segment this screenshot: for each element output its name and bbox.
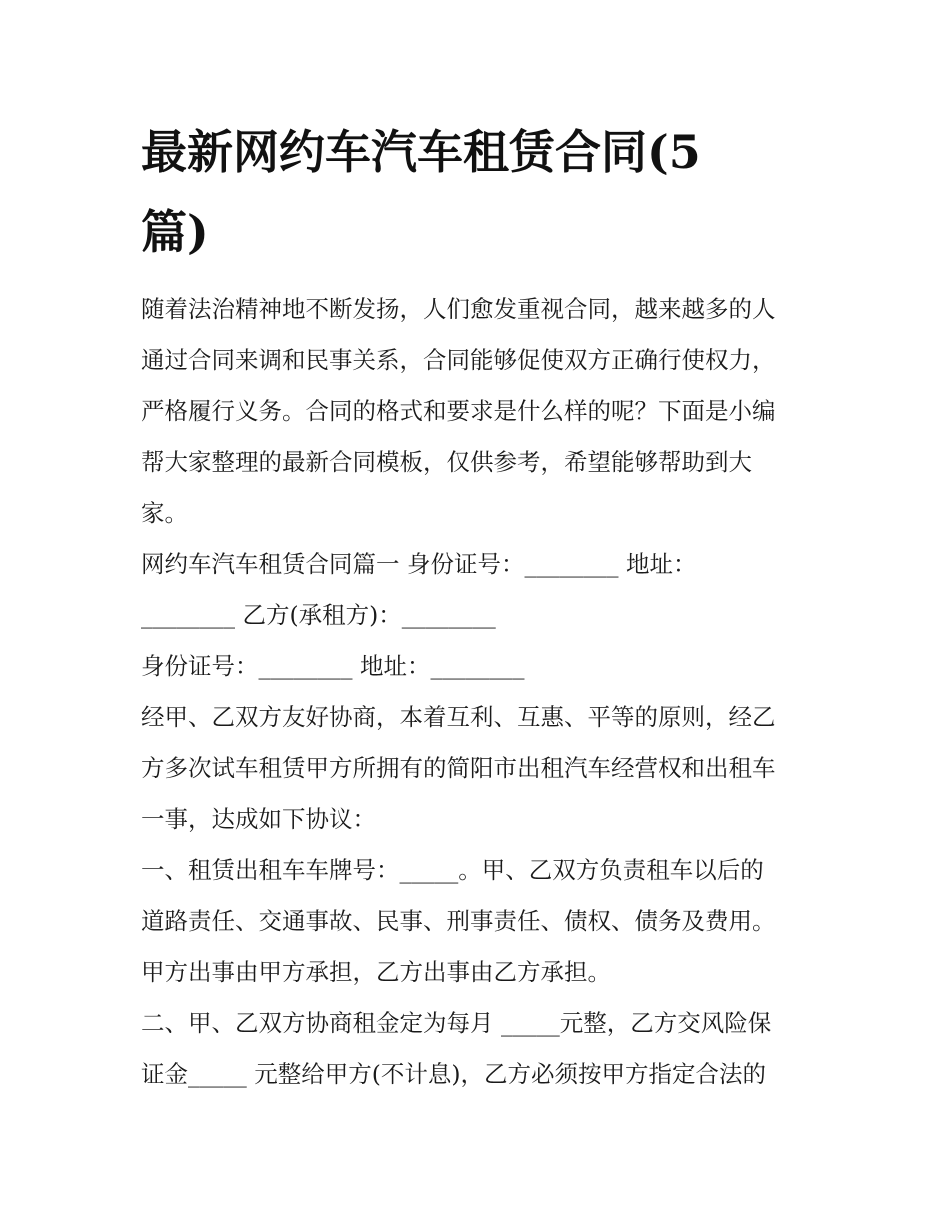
text-line: 经甲、乙双方友好协商，本着互利、互惠、平等的原则，经乙	[141, 703, 776, 731]
text-line: 通过合同来调和民事关系，合同能够促使双方正确行使权力，	[141, 346, 776, 374]
clause-1	[141, 845, 821, 998]
text-line: 二、甲、乙双方协商租金定为每月 _____元整，乙方交风险保	[141, 1009, 772, 1037]
text-line: ________ 乙方(承租方)：________	[141, 601, 496, 629]
title-line: 最新网约车汽车租赁合同(5	[141, 125, 701, 179]
text-line: 一、租赁出租车车牌号：_____。甲、乙双方负责租车以后的	[141, 856, 764, 884]
title-line: 篇)	[141, 205, 209, 259]
text-line: 甲方出事由甲方承担，乙方出事由乙方承担。	[141, 958, 611, 986]
text-line: 证金_____ 元整给甲方(不计息)，乙方必须按甲方指定合法的	[141, 1060, 767, 1088]
text-line: 家。	[141, 499, 188, 527]
text-line: 严格履行义务。合同的格式和要求是什么样的呢？下面是小编	[141, 397, 776, 425]
section-heading-parties	[141, 539, 821, 641]
text-line: 随着法治精神地不断发扬，人们愈发重视合同，越来越多的人	[141, 295, 776, 323]
text-line: 道路责任、交通事故、民事、刑事责任、债权、债务及费用。	[141, 907, 776, 935]
text-line: 方多次试车租赁甲方所拥有的简阳市出租汽车经营权和出租车	[141, 754, 776, 782]
agreement-paragraph	[141, 692, 821, 845]
clause-2	[141, 998, 821, 1100]
lessee-id-line	[141, 641, 821, 692]
document-title	[141, 112, 821, 272]
text-line: 帮大家整理的最新合同模板，仅供参考，希望能够帮助到大	[141, 448, 752, 476]
text-line: 一事，达成如下协议：	[141, 805, 376, 833]
document-content	[141, 112, 821, 1100]
text-line: 身份证号：________ 地址：________	[141, 652, 525, 680]
intro-paragraph	[141, 284, 821, 539]
text-line: 网约车汽车租赁合同篇一 身份证号：________ 地址：	[141, 550, 697, 578]
